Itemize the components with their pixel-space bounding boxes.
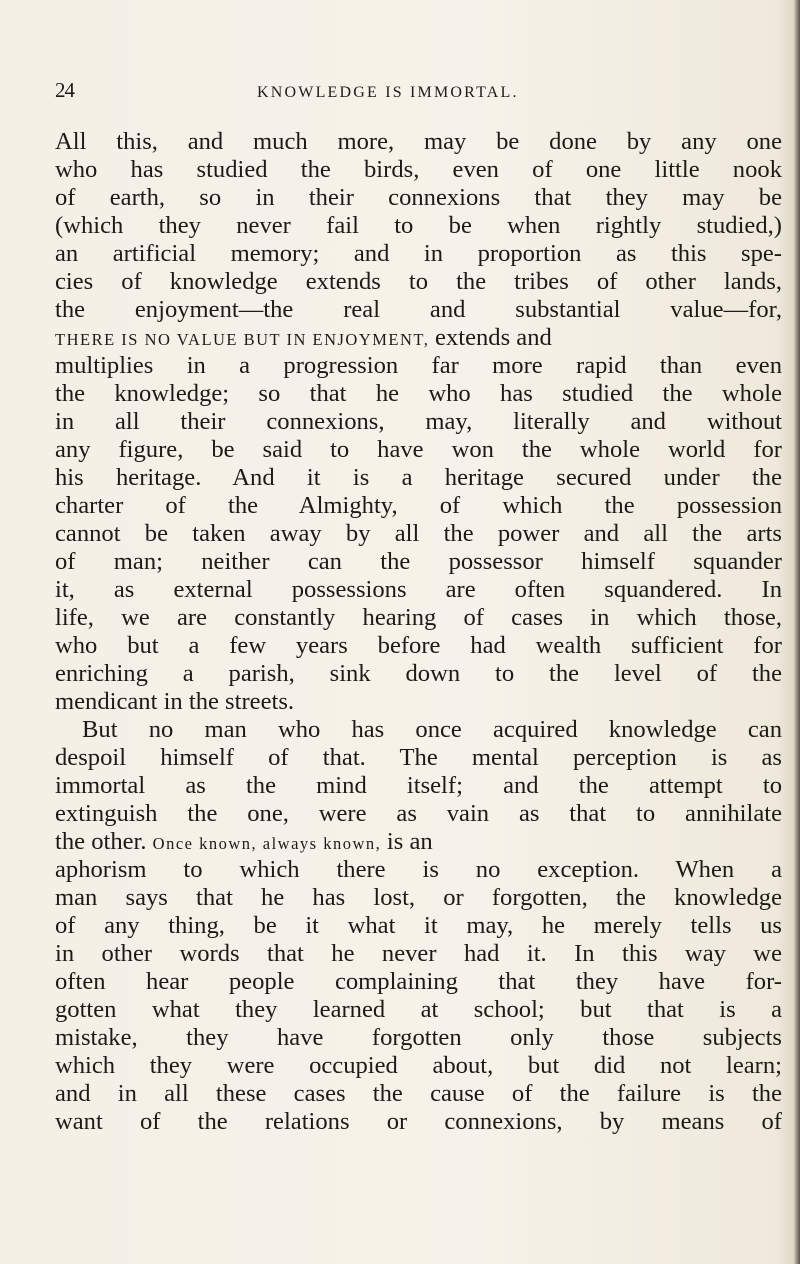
text-line: of man; neither can the possessor himself squander [55,548,782,575]
text-line: in other words that he never had it. In this way we [55,940,782,967]
text-line: man says that he has lost, or forgotten, the knowledge [55,884,782,911]
text-line: his heritage. And it is a heritage secured under the [55,464,782,491]
text-line: life, we are constantly hearing of cases in which those, [55,604,782,631]
text-line: gotten what they learned at school; but that is a [55,996,782,1023]
text-line: enriching a parish, sink down to the level of the [55,660,782,687]
page-header [55,78,745,108]
text-line: of any thing, be it what it may, he merely tells us [55,912,782,939]
text-line: But no man who has once acquired knowledge can [82,716,782,743]
text-line: any figure, be said to have won the whole world for [55,436,782,463]
text-line: the other. Once known, always known, is an [55,828,433,855]
text-line: mistake, they have forgotten only those subjects [55,1024,782,1051]
text-line: All this, and much more, may be done by any one [55,128,782,155]
text-line: who but a few years before had wealth sufficient for [55,632,782,659]
text-line: in all their connexions, may, literally and without [55,408,782,435]
text-line: extinguish the one, were as vain as that to annihilate [55,800,782,827]
text-line: it, as external possessions are often squandered. In [55,576,782,603]
small-caps-phrase: Once known, always known, [152,834,387,853]
text-line: and in all these cases the cause of the failure is the [55,1080,782,1107]
text-line: mendicant in the streets. [55,688,295,715]
text-line: the knowledge; so that he who has studied the whole [55,380,782,407]
text-line: aphorism to which there is no exception. When a [55,856,782,883]
text-line: charter of the Almighty, of which the possession [55,492,782,519]
text-line: cies of knowledge extends to the tribes of other lands, [55,268,782,295]
text-line: of earth, so in their connexions that they may be [55,184,782,211]
running-head: KNOWLEDGE IS IMMORTAL. [257,84,519,101]
text-line: multiplies in a progression far more rapid than even [55,352,782,379]
text-line: (which they never fail to be when rightly studied,) [55,212,782,239]
text-line: who has studied the birds, even of one little nook [55,156,782,183]
text-line: which they were occupied about, but did not learn; [55,1052,782,1079]
text-line: THERE IS NO VALUE BUT IN ENJOYMENT, extends and [55,324,552,351]
page-number: 24 [55,78,74,102]
text-line: often hear people complaining that they have for- [55,968,782,995]
text-line: want of the relations or connexions, by means of [55,1108,782,1135]
text-line: despoil himself of that. The mental perception is as [55,744,782,771]
text-line: immortal as the mind itself; and the attempt to [55,772,782,799]
text-line: an artificial memory; and in proportion as this spe- [55,240,782,267]
small-caps-phrase: THERE IS NO VALUE BUT IN ENJOYMENT, [55,330,436,349]
text-line: cannot be taken away by all the power and all the arts [55,520,782,547]
text-line: the enjoyment—the real and substantial value—for, [55,296,782,323]
page-binding-edge [793,0,800,1264]
